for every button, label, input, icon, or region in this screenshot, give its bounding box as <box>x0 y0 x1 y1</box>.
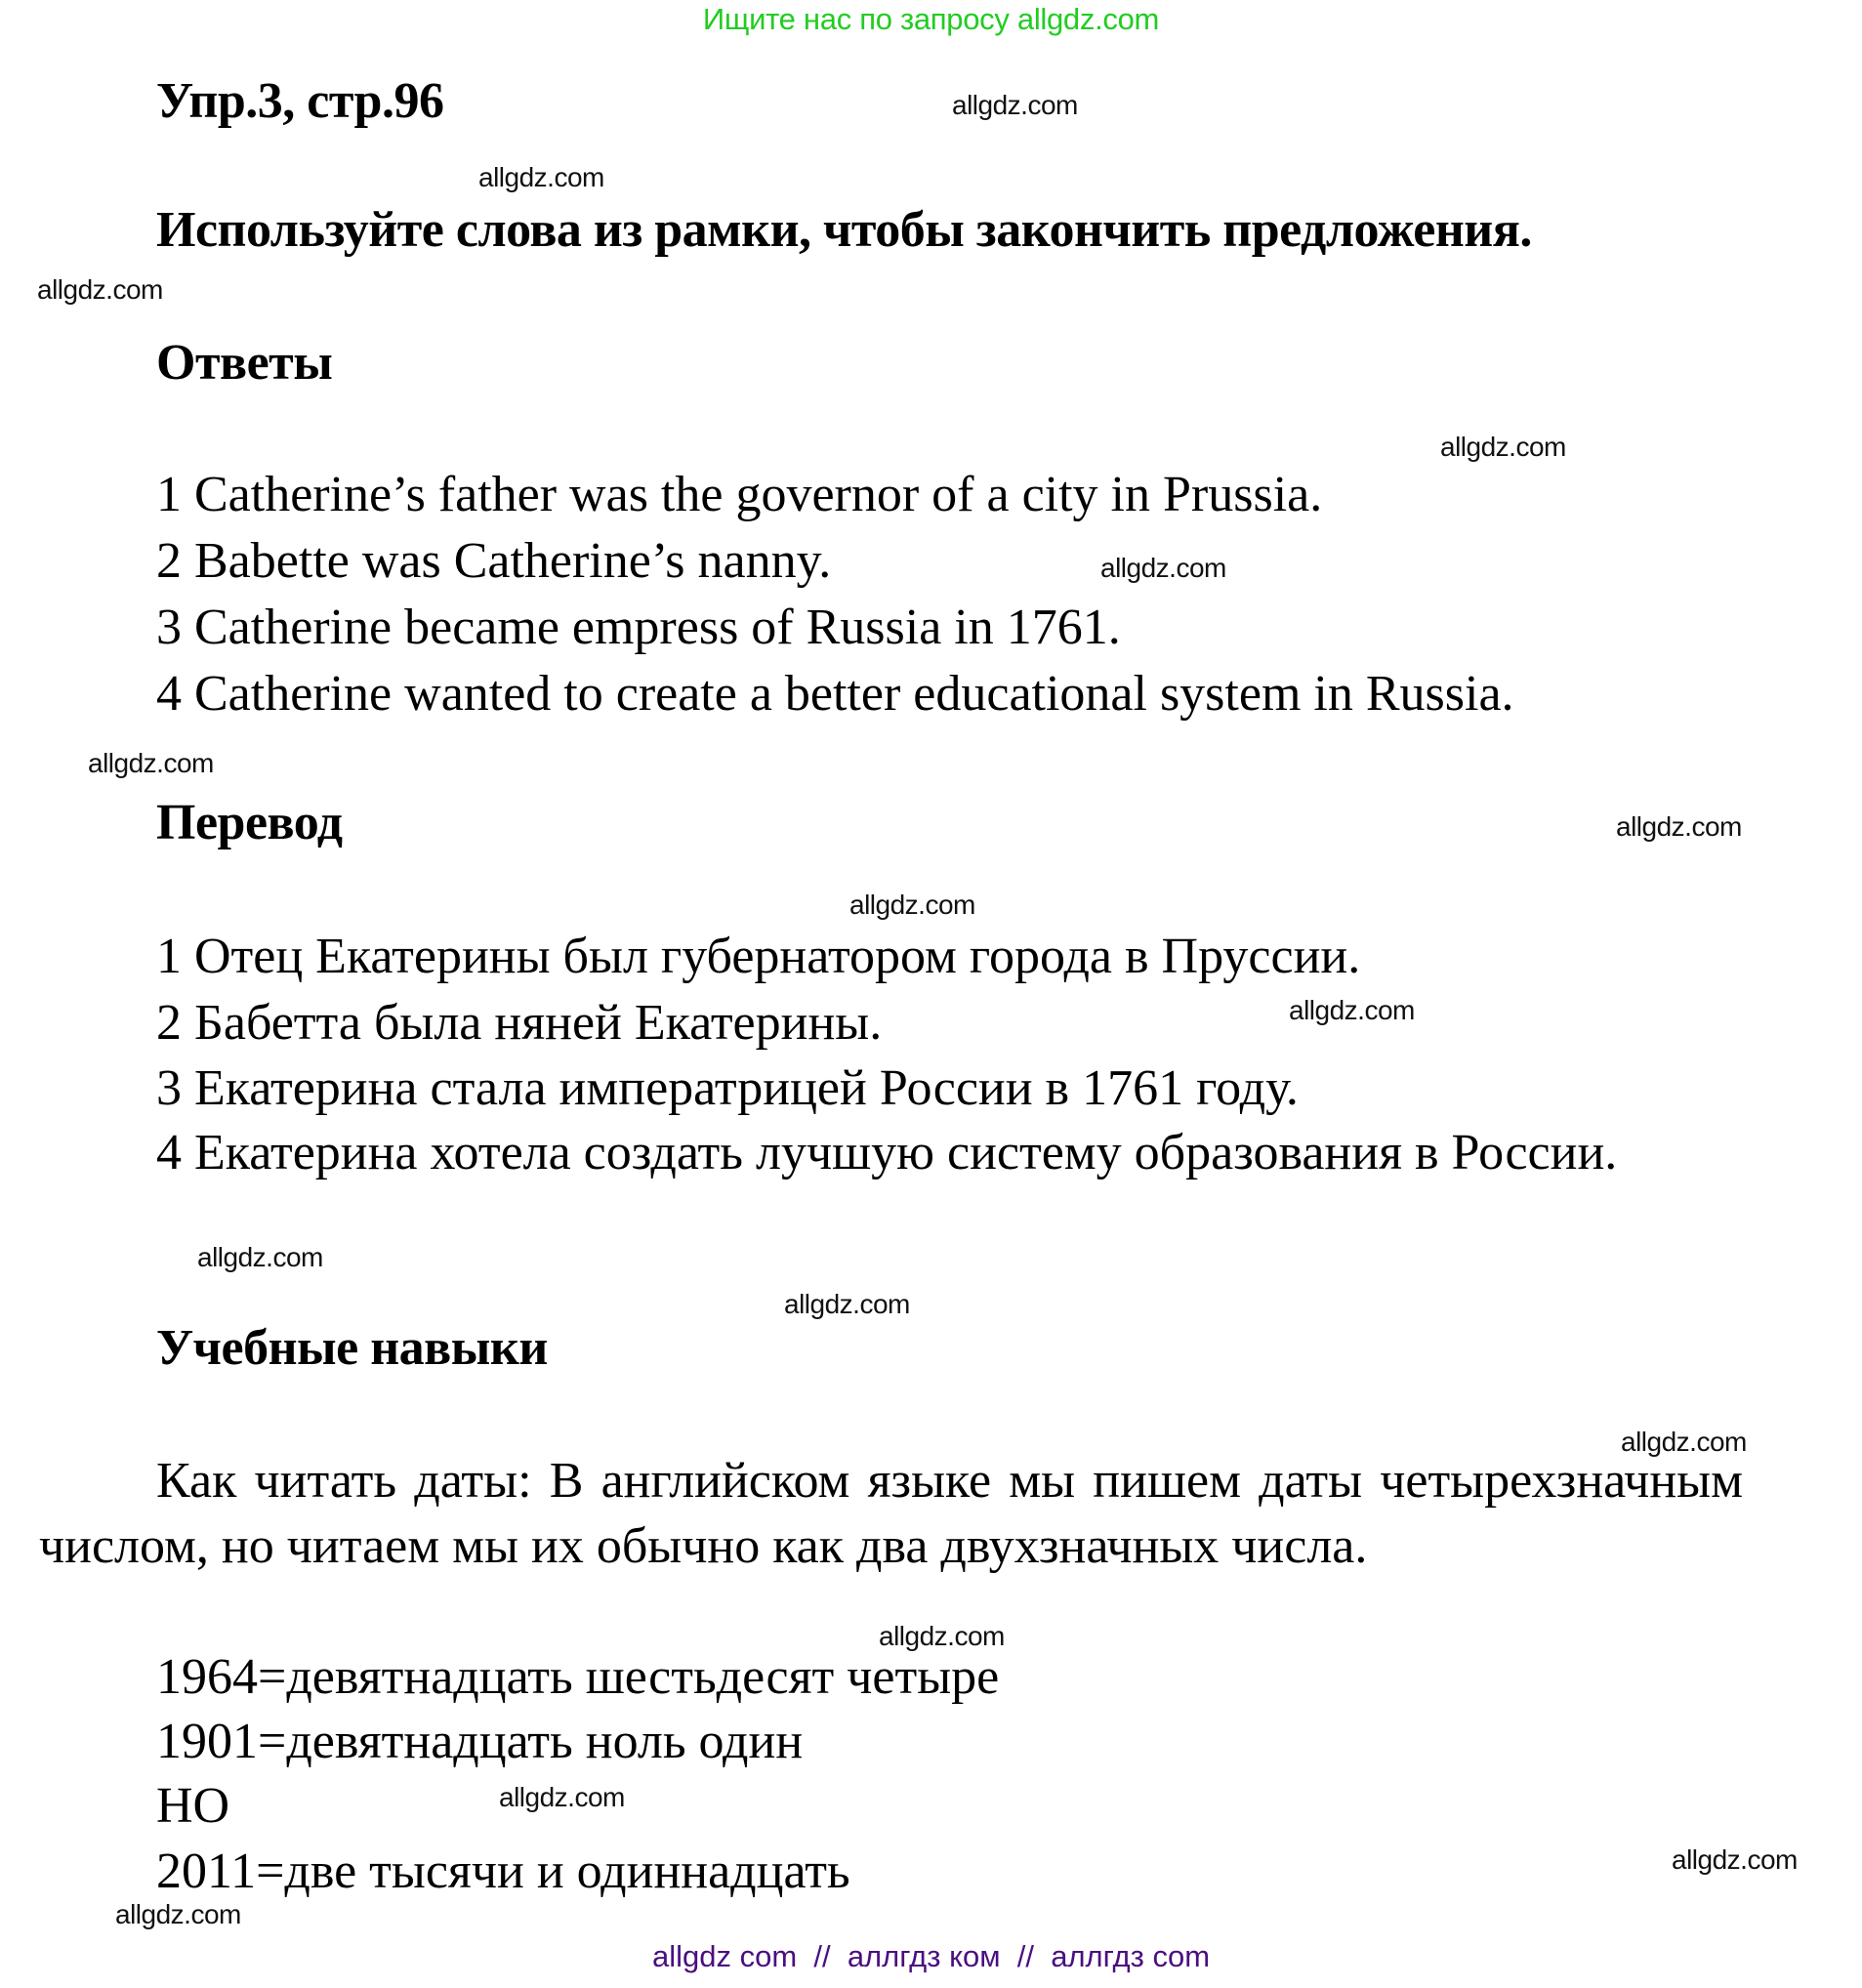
watermark: allgdz.com <box>952 90 1078 120</box>
skills-heading: Учебные навыки <box>156 1320 548 1376</box>
watermark: allgdz.com <box>478 162 604 192</box>
answers-heading: Ответы <box>156 335 333 391</box>
watermark: allgdz.com <box>115 1899 241 1929</box>
watermark: allgdz.com <box>37 274 163 305</box>
watermark: allgdz.com <box>88 748 214 778</box>
top-promo-banner: Ищите нас по запросу allgdz.com <box>702 2 1160 36</box>
translation-line-1: 1 Отец Екатерины был губернатором города в Пруссии. <box>156 929 1361 984</box>
watermark: allgdz.com <box>1672 1844 1798 1875</box>
watermark: allgdz.com <box>879 1621 1005 1651</box>
skills-paragraph: Как читать даты: В английском языке мы пишем даты четырехзначным числом, но читаем мы их обычно как два двухзначных числа. <box>39 1453 1743 1574</box>
skills-example-3: 2011=две тысячи и одиннадцать <box>156 1843 850 1899</box>
exercise-instruction: Используйте слова из рамки, чтобы закончить предложения. <box>156 202 1532 258</box>
answer-line-1: 1 Catherine’s father was the governor of a city in Prussia. <box>156 467 1323 522</box>
watermark: allgdz.com <box>499 1782 625 1812</box>
translation-heading: Перевод <box>156 795 343 850</box>
watermark: allgdz.com <box>197 1242 323 1272</box>
translation-line-4: 4 Екатерина хотела создать лучшую систему образования в России. <box>156 1125 1618 1180</box>
watermark: allgdz.com <box>1440 432 1566 462</box>
skills-example-1: 1964=девятнадцать шестьдесят четыре <box>156 1649 1000 1705</box>
answer-line-3: 3 Catherine became empress of Russia in 1761. <box>156 600 1121 655</box>
watermark: allgdz.com <box>1616 811 1742 842</box>
watermark: allgdz.com <box>849 890 975 920</box>
watermark: allgdz.com <box>1100 553 1226 583</box>
watermark: allgdz.com <box>784 1289 910 1319</box>
answer-line-4: 4 Catherine wanted to create a better educational system in Russia. <box>156 666 1514 722</box>
watermark: allgdz.com <box>1289 995 1415 1025</box>
exercise-title: Упр.3, стр.96 <box>156 73 444 129</box>
skills-note-but: НО <box>156 1778 230 1834</box>
translation-line-3: 3 Екатерина стала императрицей России в 1761 году. <box>156 1060 1299 1116</box>
translation-line-2: 2 Бабетта была няней Екатерины. <box>156 995 883 1051</box>
bottom-promo-banner: allgdz com // аллгдз ком // аллгдз com <box>651 1939 1211 1973</box>
watermark: allgdz.com <box>1621 1427 1747 1457</box>
skills-example-2: 1901=девятнадцать ноль один <box>156 1714 804 1769</box>
answer-line-2: 2 Babette was Catherine’s nanny. <box>156 533 832 589</box>
